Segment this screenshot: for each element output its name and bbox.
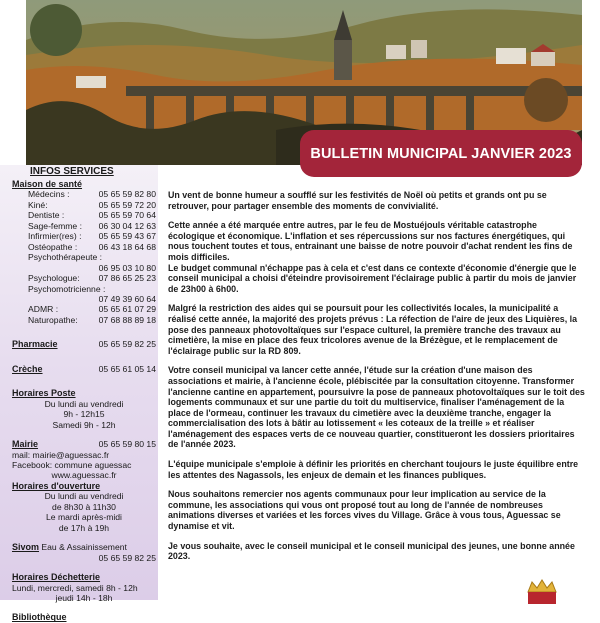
poste-line: 9h - 12h15 — [63, 409, 105, 420]
town-crest-icon — [522, 578, 562, 604]
service-row: Kiné: 05 65 59 72 20 — [28, 199, 156, 210]
article-paragraph: Le budget communal n'échappe pas à cela et c'est dans ce contexte d'économie d'énergie que le conseil municipal a choisi d'éteindre provisoirement l'éclairage public à partir du mois de janvier de 23h00 à 6h00. — [168, 262, 577, 294]
service-row: Psychologue: 07 86 65 25 23 — [28, 273, 156, 284]
maison-sante-heading: Maison de santé — [12, 179, 83, 189]
service-row: Dentiste : 05 65 59 70 64 — [28, 210, 156, 221]
sivom-phone: 05 65 59 82 25 — [98, 552, 156, 563]
poste-heading: Horaires Poste — [12, 388, 76, 399]
psychotherapeute-phone: 06 95 03 10 80 — [98, 262, 156, 273]
ouverture-line: Le mardi après-midi — [46, 512, 122, 523]
article-paragraph: Nous souhaitons remercier nos agents communaux pour leur implication au service de la commune, les associations qui vous ont proposé tout au long de l'année de nombreuses animations diverses et variées et les forces vives du Village. Grâce à vous tous, Aguessac se dynamise et vit. — [168, 489, 561, 532]
article-paragraph: Un vent de bonne humeur a soufflé sur les festivités de Noël où petits et grands ont pu se retrouver, pour partager ensemble des moments de convivialité. — [168, 190, 547, 211]
mairie-facebook: Facebook: commune aguessac — [12, 459, 132, 470]
service-row: Ostéopathe : 06 43 18 64 68 — [28, 241, 156, 252]
bibliotheque-heading: Bibliothèque — [12, 612, 67, 623]
ouverture-line: Du lundi au vendredi — [44, 491, 124, 502]
service-row: ADMR : 05 65 61 07 29 — [28, 304, 156, 315]
article-paragraph: Cette année a été marquée entre autres, par le feu de Mostuéjouls véritable catastrophe écologique et économique. L'inflation et ses répercussions sur nos factures énergétiques, qui nous touchent toutes et tous, entrainant une baisse de notre pouvoir d'achat rendent les fins de mois difficiles. — [168, 220, 573, 262]
decheterie-line: Lundi, mercredi, samedi 8h - 12h — [12, 582, 138, 593]
creche-row: Crèche 05 65 61 05 14 — [12, 363, 156, 374]
service-row: Médecins : 05 65 59 82 80 — [28, 189, 156, 200]
poste-line: Samedi 9h - 12h — [52, 419, 116, 430]
article-paragraph: L'équipe municipale s'emploie à définir les priorités en cherchant toujours le juste équilibre entre les attentes des Nagassols, les enjeux de demain et les finances publiques. — [168, 459, 579, 480]
ouverture-heading: Horaires d'ouverture — [12, 480, 101, 491]
infos-services-title: INFOS SERVICES — [30, 166, 114, 177]
poste-line: Du lundi au vendredi — [44, 398, 124, 409]
service-row: Naturopathe: 07 68 88 89 18 — [28, 314, 156, 325]
bulletin-title: BULLETIN MUNICIPAL JANVIER 2023 — [310, 145, 572, 162]
bulletin-article — [168, 190, 586, 571]
service-row: Sage-femme : 06 30 04 12 63 — [28, 220, 156, 231]
psychomotricienne-phone: 07 49 39 60 64 — [98, 293, 156, 304]
sivom-row: Sivom Eau & Assainissement — [12, 542, 127, 553]
decheterie-line: jeudi 14h - 18h — [55, 592, 113, 603]
ouverture-line: de 8h30 à 11h30 — [52, 501, 116, 512]
infos-services-list — [12, 179, 156, 623]
psychomotricienne-label: Psychomotricienne : — [28, 283, 106, 294]
pharmacie-row: Pharmacie 05 65 59 82 25 — [12, 339, 156, 350]
psychotherapeute-label: Psychothérapeute : — [28, 252, 103, 263]
mairie-row: Mairie 05 65 59 80 15 — [12, 439, 156, 450]
mairie-website: www.aguessac.fr — [51, 470, 117, 481]
decheterie-heading: Horaires Déchetterie — [12, 572, 101, 583]
service-row: Infirmier(res) : 05 65 59 43 67 — [28, 231, 156, 242]
article-paragraph: Je vous souhaite, avec le conseil municipal et le conseil municipal des jeunes, une bonne année 2023. — [168, 540, 575, 562]
bulletin-title-banner — [300, 130, 582, 177]
article-paragraph: Malgré la restriction des aides qui se poursuit pour les collectivités locales, la municipalité a réalisé cette année, la majorité des projets prévus : La réfection de l'aire de jeux des Liquières, la pose des panneaux photovoltaïques sur l'espace culturel, la première tranche des travaux au cimetière, la mise en place des feux tricolores avenue de la Brézègue, et le remplacement de l'éclairage public sur la RD 809. — [168, 303, 578, 356]
article-paragraph: Votre conseil municipal va lancer cette année, l'étude sur la création d'une maison des associations et mairie, à l'ancienne école, plébiscitée par la consultation citoyenne. Transformer l'ancienne cantine en appartement, poursuivre la pose de panneaux photovoltaïques sur le toit des logements communaux et sur une partie du toit du multiservice, finaliser l'aménagement de la place de l'ormeau, continuer les travaux du cimetière avec la deuxième tranche, engager la commercialisation des lots à bâtir au lotissement « les coteaux de la treille » et réaliser l'aménagement des espaces verts de ce nouveau quartier, constitueront les dossiers prioritaires de l'année 2023. — [168, 365, 585, 450]
ouverture-line: de 17h à 19h — [58, 522, 110, 533]
mairie-mail: mail: mairie@aguessac.fr — [12, 449, 110, 460]
